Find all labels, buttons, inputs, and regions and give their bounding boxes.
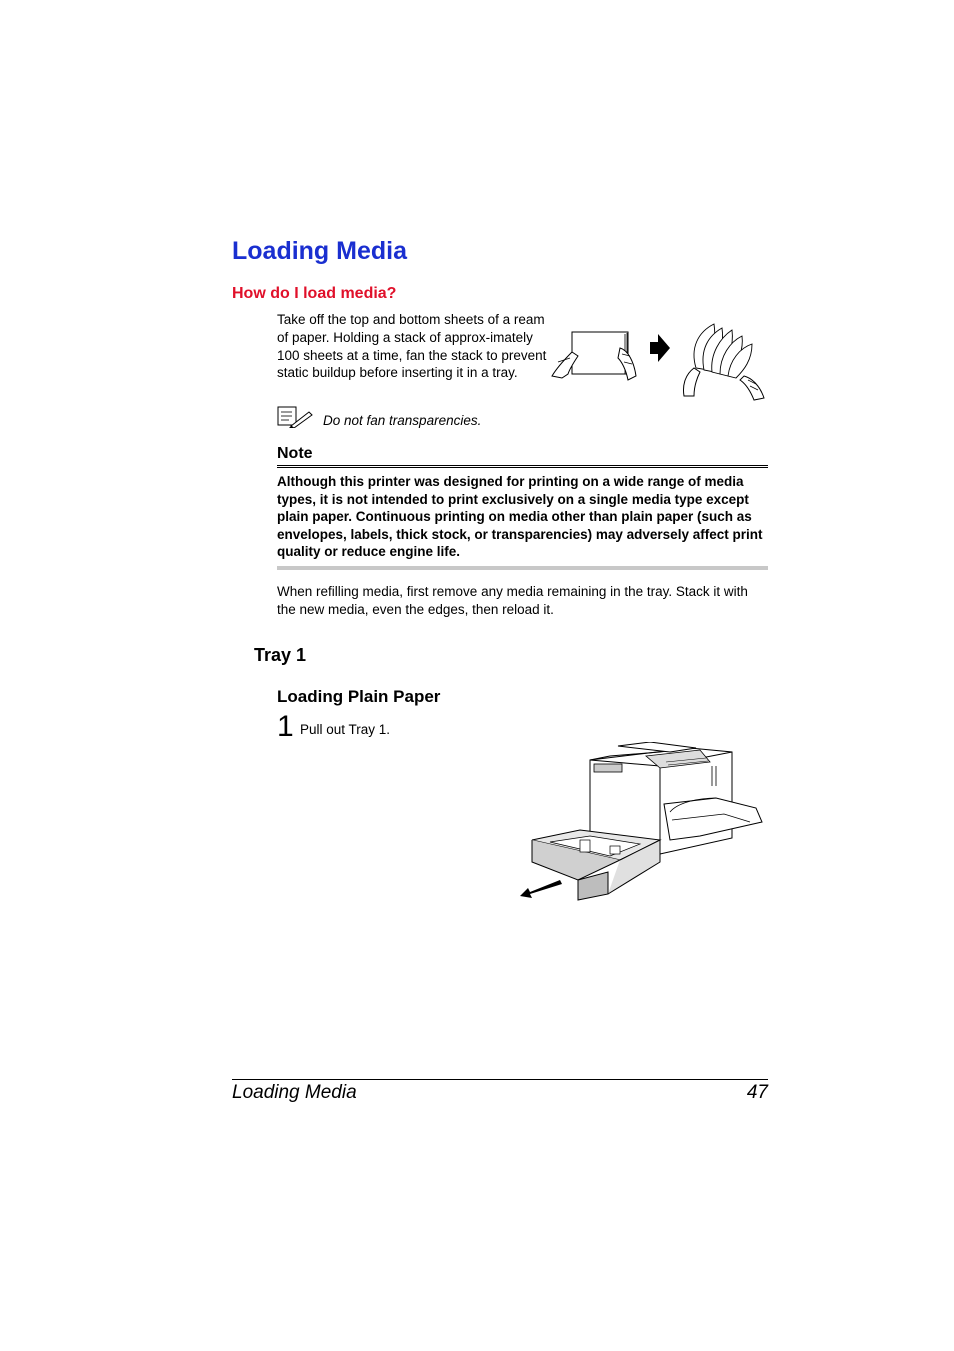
note-bottom-rule	[277, 566, 768, 570]
note-top-rule	[277, 465, 768, 468]
memo-icon	[277, 406, 313, 428]
note-title: Note	[277, 445, 313, 462]
memo-text: Do not fan transparencies.	[323, 413, 482, 428]
tray-heading: Tray 1	[254, 645, 307, 665]
refill-paragraph: When refilling media, first remove any media remaining in the tray. Stack it with the new media, even the edges, then reload it.	[277, 584, 748, 617]
step-text: Pull out Tray 1.	[300, 722, 391, 737]
footer-rule	[232, 1079, 768, 1080]
footer-page-number: 47	[746, 1082, 768, 1103]
fan-paper-illustration	[548, 318, 770, 402]
step-number: 1	[277, 710, 294, 743]
section-heading: How do I load media?	[232, 285, 397, 302]
footer-section-title: Loading Media	[232, 1082, 357, 1103]
note-box	[277, 444, 768, 570]
intro-paragraph: Take off the top and bottom sheets of a ream of paper. Holding a stack of approx-imately 100 sheets at a time, fan the stack to prevent static buildup before inserting it in a tray.	[277, 312, 547, 381]
note-body: Although this printer was designed for printing on a wide range of media types, it is not intended to print exclusively on a single media type except plain paper. Continuous printing on media other than plain paper (such as envelopes, labels, thick stock, or transparencies) may adversely affect print quality or reduce engine life.	[277, 474, 763, 560]
page-title: Loading Media	[232, 237, 407, 265]
procedure-heading: Loading Plain Paper	[277, 687, 441, 706]
printer-tray-illustration	[520, 742, 766, 902]
